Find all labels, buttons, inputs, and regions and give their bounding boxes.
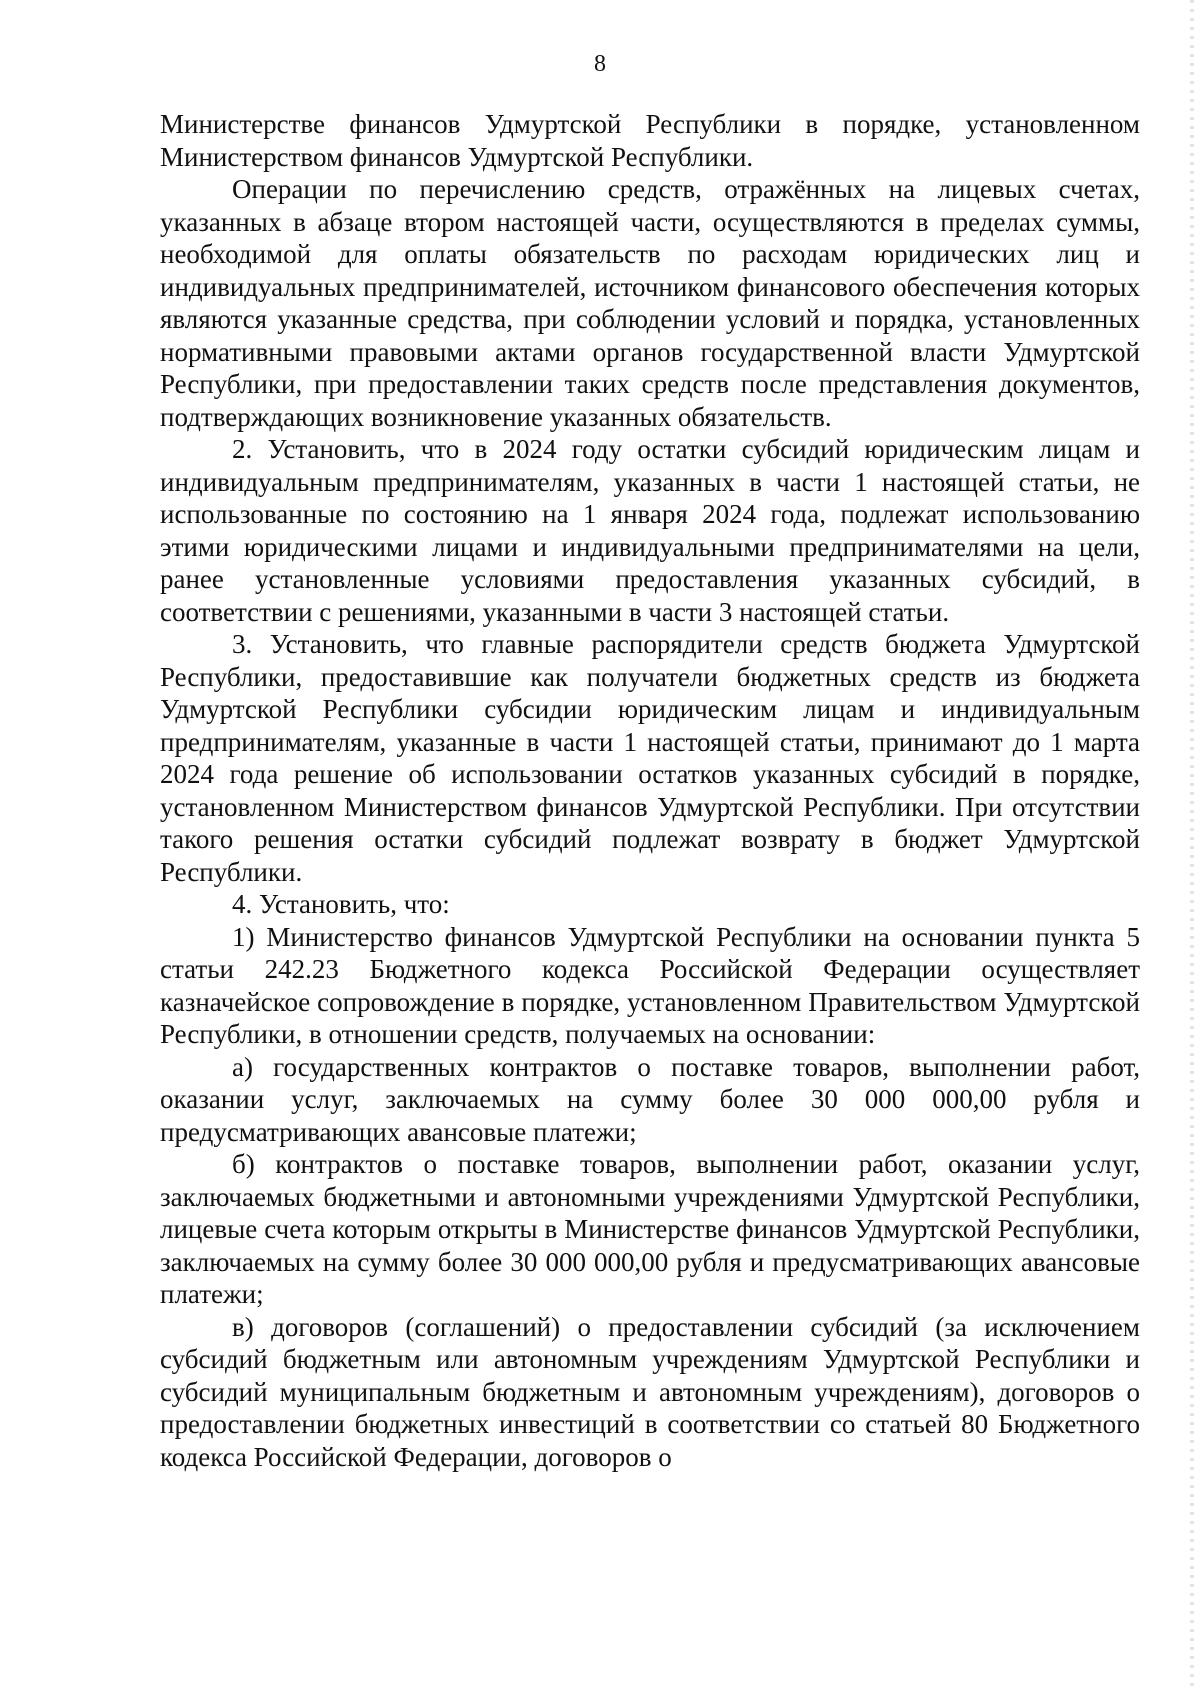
paragraph-continuation: Министерстве финансов Удмуртской Республики в порядке, установленном Министерством финансов Удмуртской Республики. [160, 109, 1140, 172]
scan-edge-artifact [1190, 0, 1194, 1686]
paragraph-subitem-b: б) контрактов о поставке товаров, выполнении работ, оказании услуг, заключаемых бюджетными и автономными учреждениями Удмуртской Республики, лицевые счета которым открыты в Министерстве финансов Удмуртской Республики, заключаемых на сумму более 30 000 000,00 рубля и предусматривающих авансовые платежи; [160, 1149, 1140, 1309]
paragraph-part-4: 4. Установить, что: [232, 889, 450, 919]
paragraph-part-2: 2. Установить, что в 2024 году остатки субсидий юридическим лицам и индивидуальным предпринимателям, указанных в части 1 настоящей статьи, не использованные по состоянию на 1 января 2024 года, подлежат использованию этими юридическими лицами и индивидуальными предпринимателями на цели, ранее установленные условиями предоставления указанных субсидий, в соответствии с решениями, указанными в части 3 настоящей статьи. [160, 434, 1140, 627]
paragraph-part-3: 3. Установить, что главные распорядители средств бюджета Удмуртской Республики, предоставившие как получатели бюджетных средств из бюджета Удмуртской Республики субсидии юридическим лицам и индивидуальным предпринимателям, указанные в части 1 настоящей статьи, принимают до 1 марта 2024 года решение об использовании остатков указанных субсидий в порядке, установленном Министерством финансов Удмуртской Республики. При отсутствии такого решения остатки субсидий подлежат возврату в бюджет Удмуртской Республики. [160, 629, 1140, 887]
page-number: 8 [594, 51, 606, 77]
document-body [160, 108, 1140, 1473]
paragraph-subitem-v: в) договоров (соглашений) о предоставлении субсидий (за исключением субсидий бюджетным или автономным учреждениям Удмуртской Республики и субсидий муниципальным бюджетным и автономным учреждениям), договоров о предоставлении бюджетных инвестиций в соответствии со статьей 80 Бюджетного кодекса Российской Федерации, договоров о [160, 1311, 1140, 1472]
paragraph-item-1: 1) Министерство финансов Удмуртской Республики на основании пункта 5 статьи 242.23 Бюджетного кодекса Российской Федерации осуществляет казначейское сопровождение в порядке, установленном Правительством Удмуртской Республики, в отношении средств, получаемых на основании: [160, 921, 1140, 1049]
paragraph-subitem-a: а) государственных контрактов о поставке товаров, выполнении работ, оказании услуг, заключаемых на сумму более 30 000 000,00 рубля и предусматривающих авансовые платежи; [160, 1051, 1140, 1147]
paragraph-operations: Операции по перечислению средств, отражённых на лицевых счетах, указанных в абзаце втором настоящей части, осуществляются в пределах суммы, необходимой для оплаты обязательств по расходам юридических лиц и индивидуальных предпринимателей, источником финансового обеспечения которых являются указанные средства, при соблюдении условий и порядка, установленных нормативными правовыми актами органов государственной власти Удмуртской Республики, при предоставлении таких средств после представления документов, подтверждающих возникновение указанных обязательств. [160, 174, 1140, 432]
